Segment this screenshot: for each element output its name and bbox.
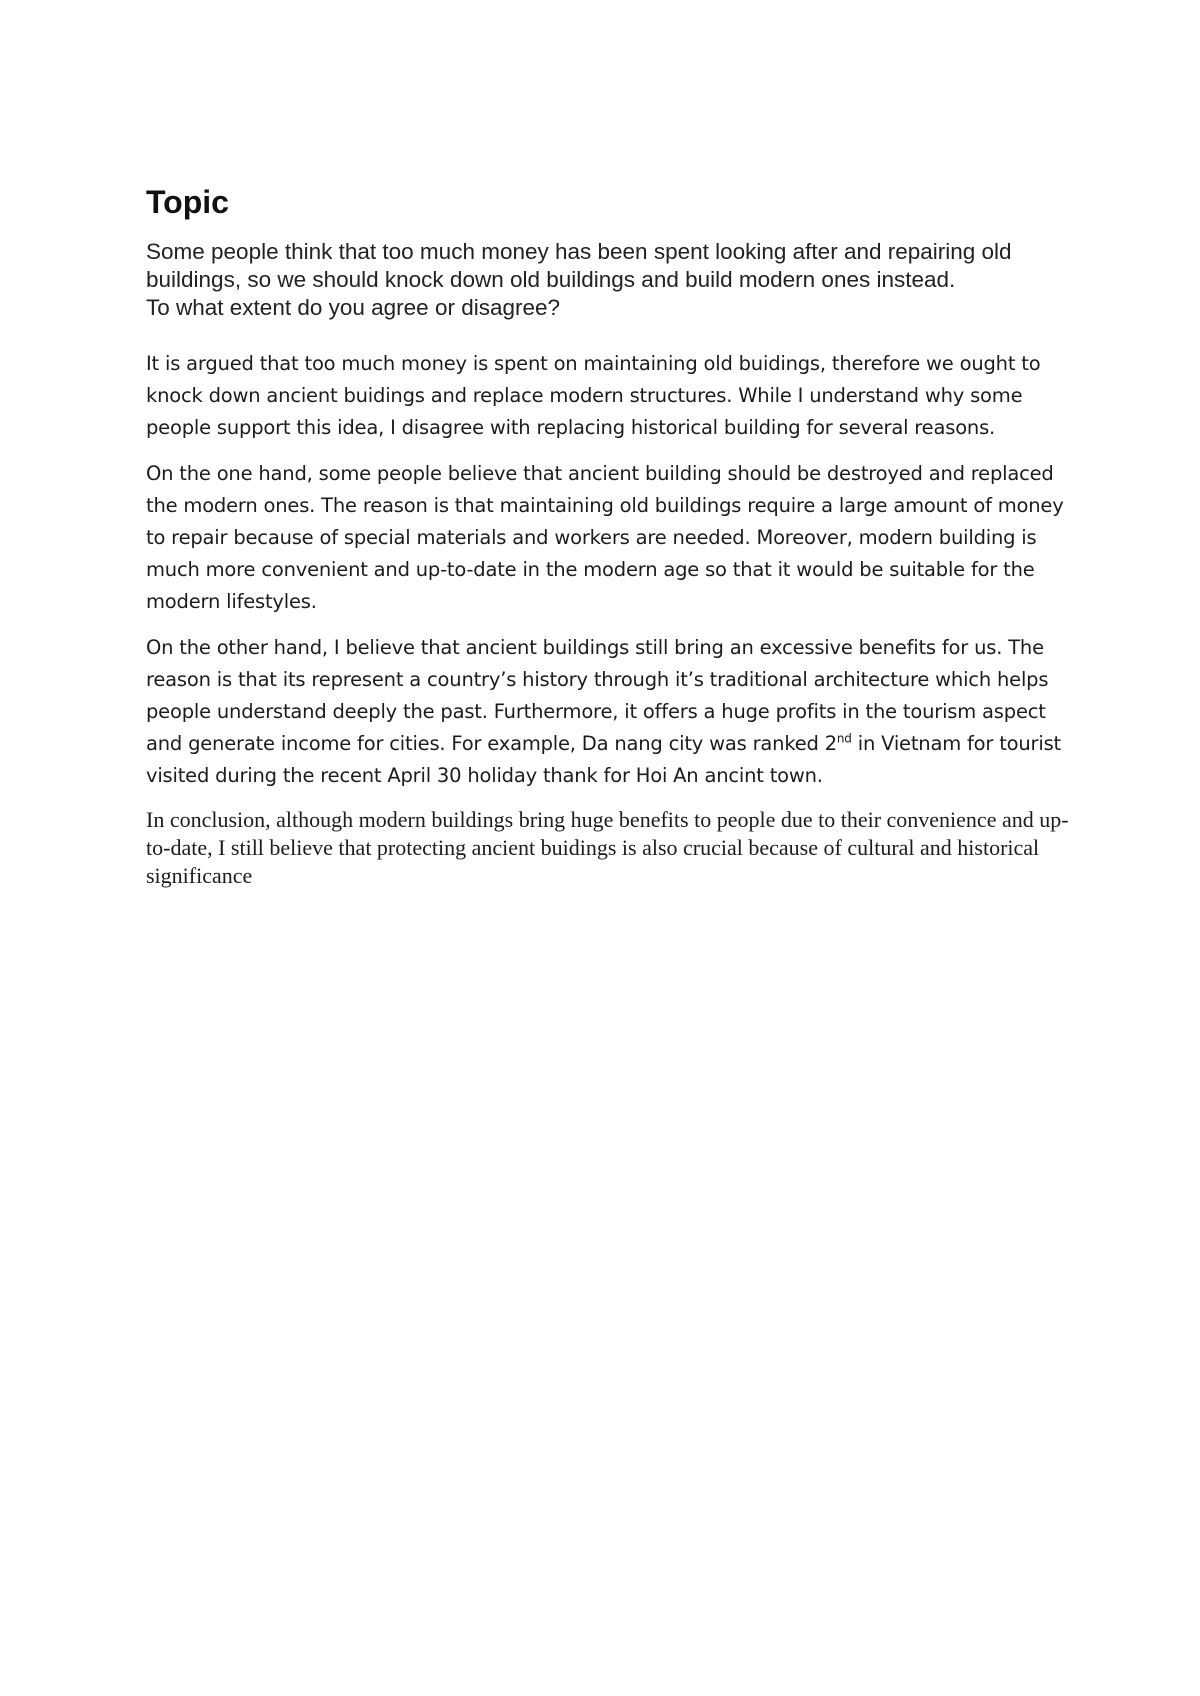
body-paragraph-1: On the one hand, some people believe that ancient building should be destroyed and replaced the modern ones. The reason is that maintaining old buildings require a large amount of money to repair because of special materials and workers are needed. Moreover, modern building is much more convenient and up-to-date in the modern age so that it would be suitable for the modern lifestyles. [146,462,1064,613]
document-content [146,182,1076,904]
body-paragraph-2 [146,632,1076,792]
ordinal-superscript: nd [836,731,852,746]
intro-paragraph: It is argued that too much money is spent on maintaining old buidings, therefore we ought to knock down ancient buidings and replace modern structures. While I understand why some people support this idea, I disagree with replacing historical building for several reasons. [146,352,1041,439]
essay-prompt: Some people think that too much money has been spent looking after and repairing old buildings, so we should knock down old buildings and build modern ones instead. To what extent do you agree or disagree? [146,239,1012,320]
document-title: Topic [146,184,229,220]
essay-body [146,348,1076,890]
body-paragraph-2-text-b: in Vietnam for tourist visited during the recent April 30 holiday thank for Hoi An ancint town. [146,732,1061,787]
body-paragraph-2-text-a: On the other hand, I believe that ancient buildings still bring an excessive benefits for us. The reason is that its represent a country’s history through it’s traditional architecture which helps people understand deeply the past. Furthermore, it offers a huge profits in the tourism aspect and generate income for cities. For example, Da nang city was ranked 2 [146,636,1049,755]
conclusion-paragraph: In conclusion, although modern buildings bring huge benefits to people due to their convenience and up-to-date, I still believe that protecting ancient buidings is also crucial because of cultural and historical significance [146,807,1069,888]
